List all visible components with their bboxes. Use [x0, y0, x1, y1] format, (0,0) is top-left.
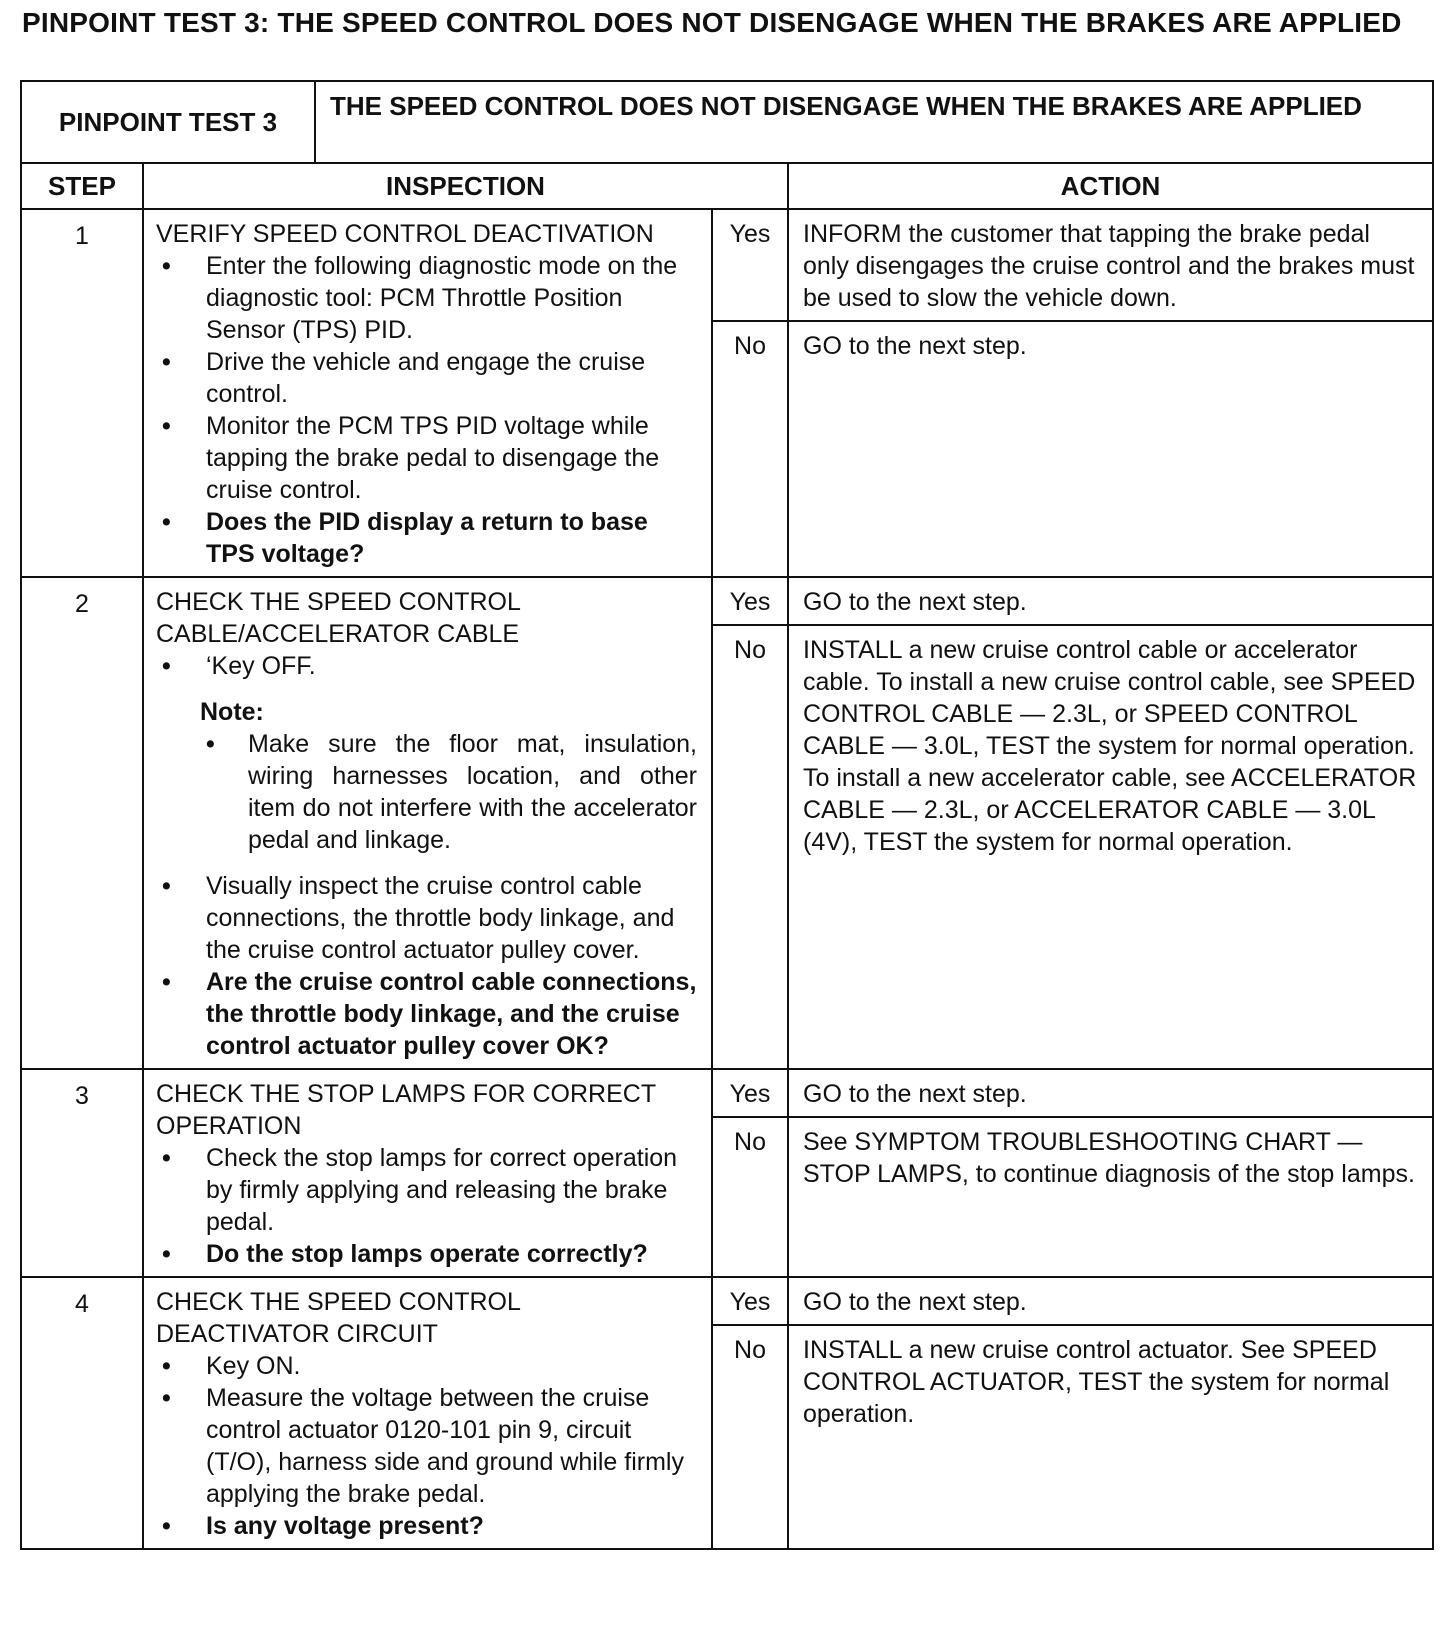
step-bullet: • Measure the voltage between the cruise control actuator 0120-101 pin 9, circuit (T/O), harness side and ground while firmly applying the brake pedal.: [156, 1382, 697, 1510]
step-inspection: [143, 1277, 712, 1549]
table-row: [21, 1277, 1433, 1325]
no-label: No: [712, 321, 788, 577]
table-title-row: [21, 81, 1433, 163]
step-bullet-list: [156, 250, 697, 570]
table-row: [21, 209, 1433, 321]
pinpoint-test-table: [20, 80, 1434, 1550]
step-number: 4: [21, 1277, 143, 1549]
no-action: INSTALL a new cruise control actuator. See SPEED CONTROL ACTUATOR, TEST the system for normal operation.: [788, 1325, 1433, 1549]
step-bullet-list: [156, 1350, 697, 1542]
no-action: INSTALL a new cruise control cable or accelerator cable. To install a new cruise control cable, see SPEED CONTROL CABLE — 2.3L, or SPEED CONTROL CABLE — 3.0L, TEST the system for normal operation. To install a new accelerator cable, see ACCELERATOR CABLE — 2.3L, or ACCELERATOR CABLE — 3.0L (4V), TEST the system for normal operation.: [788, 625, 1433, 1069]
step-heading: CHECK THE SPEED CONTROL CABLE/ACCELERATOR CABLE: [156, 588, 520, 648]
note-label: Note:: [200, 698, 264, 726]
step-question: • Do the stop lamps operate correctly?: [156, 1238, 697, 1270]
step-heading: VERIFY SPEED CONTROL DEACTIVATION: [156, 220, 654, 248]
yes-label: Yes: [712, 1069, 788, 1117]
yes-action: GO to the next step.: [788, 1277, 1433, 1325]
step-bullet: • Drive the vehicle and engage the cruise control.: [156, 346, 697, 410]
step-inspection: [143, 209, 712, 577]
no-action: GO to the next step.: [788, 321, 1433, 577]
table-row: [21, 577, 1433, 625]
test-id-cell: PINPOINT TEST 3: [21, 81, 315, 163]
step-number: 1: [21, 209, 143, 577]
step-bullet: • Enter the following diagnostic mode on the diagnostic tool: PCM Throttle Position Sensor (TPS) PID.: [156, 250, 697, 346]
yes-label: Yes: [712, 1277, 788, 1325]
step-question: • Does the PID display a return to base TPS voltage?: [156, 506, 697, 570]
step-question: • Are the cruise control cable connections, the throttle body linkage, and the cruise control actuator pulley cover OK?: [156, 966, 697, 1062]
column-header-action: ACTION: [788, 163, 1433, 209]
step-bullet: • ‘Key OFF.: [156, 650, 697, 682]
note-block: [200, 696, 697, 856]
no-action: See SYMPTOM TROUBLESHOOTING CHART — STOP LAMPS, to continue diagnosis of the stop lamps.: [788, 1117, 1433, 1277]
step-bullet: • Key ON.: [156, 1350, 697, 1382]
step-number: 2: [21, 577, 143, 1069]
step-bullet-list: [156, 1142, 697, 1270]
yes-action: INFORM the customer that tapping the brake pedal only disengages the cruise control and the brakes must be used to slow the vehicle down.: [788, 209, 1433, 321]
note-bullet: • Make sure the floor mat, insulation, wiring harnesses location, and other item do not interfere with the accelerator pedal and linkage.: [200, 728, 697, 856]
yes-action: GO to the next step.: [788, 1069, 1433, 1117]
step-heading: CHECK THE SPEED CONTROL DEACTIVATOR CIRCUIT: [156, 1288, 520, 1348]
no-label: No: [712, 625, 788, 1069]
yes-label: Yes: [712, 209, 788, 321]
column-header-inspection: INSPECTION: [143, 163, 788, 209]
step-inspection: [143, 1069, 712, 1277]
no-label: No: [712, 1325, 788, 1549]
step-bullet-list: [156, 870, 697, 1062]
column-header-row: [21, 163, 1433, 209]
step-heading: CHECK THE STOP LAMPS FOR CORRECT OPERATION: [156, 1080, 656, 1140]
yes-label: Yes: [712, 577, 788, 625]
table-row: [21, 1069, 1433, 1117]
yes-action: GO to the next step.: [788, 577, 1433, 625]
step-question: • Is any voltage present?: [156, 1510, 697, 1542]
page-title: PINPOINT TEST 3: THE SPEED CONTROL DOES NOT DISENGAGE WHEN THE BRAKES ARE APPLIED: [22, 7, 1402, 38]
step-bullet: • Monitor the PCM TPS PID voltage while tapping the brake pedal to disengage the cruise control.: [156, 410, 697, 506]
step-bullet: • Visually inspect the cruise control cable connections, the throttle body linkage, and the cruise control actuator pulley cover.: [156, 870, 697, 966]
test-title-cell: THE SPEED CONTROL DOES NOT DISENGAGE WHEN THE BRAKES ARE APPLIED: [315, 81, 1433, 163]
step-inspection: [143, 577, 712, 1069]
step-bullet: • Check the stop lamps for correct operation by firmly applying and releasing the brake pedal.: [156, 1142, 697, 1238]
note-bullet-list: [200, 728, 697, 856]
column-header-step: STEP: [21, 163, 143, 209]
step-number: 3: [21, 1069, 143, 1277]
step-bullet-list: [156, 650, 697, 682]
no-label: No: [712, 1117, 788, 1277]
